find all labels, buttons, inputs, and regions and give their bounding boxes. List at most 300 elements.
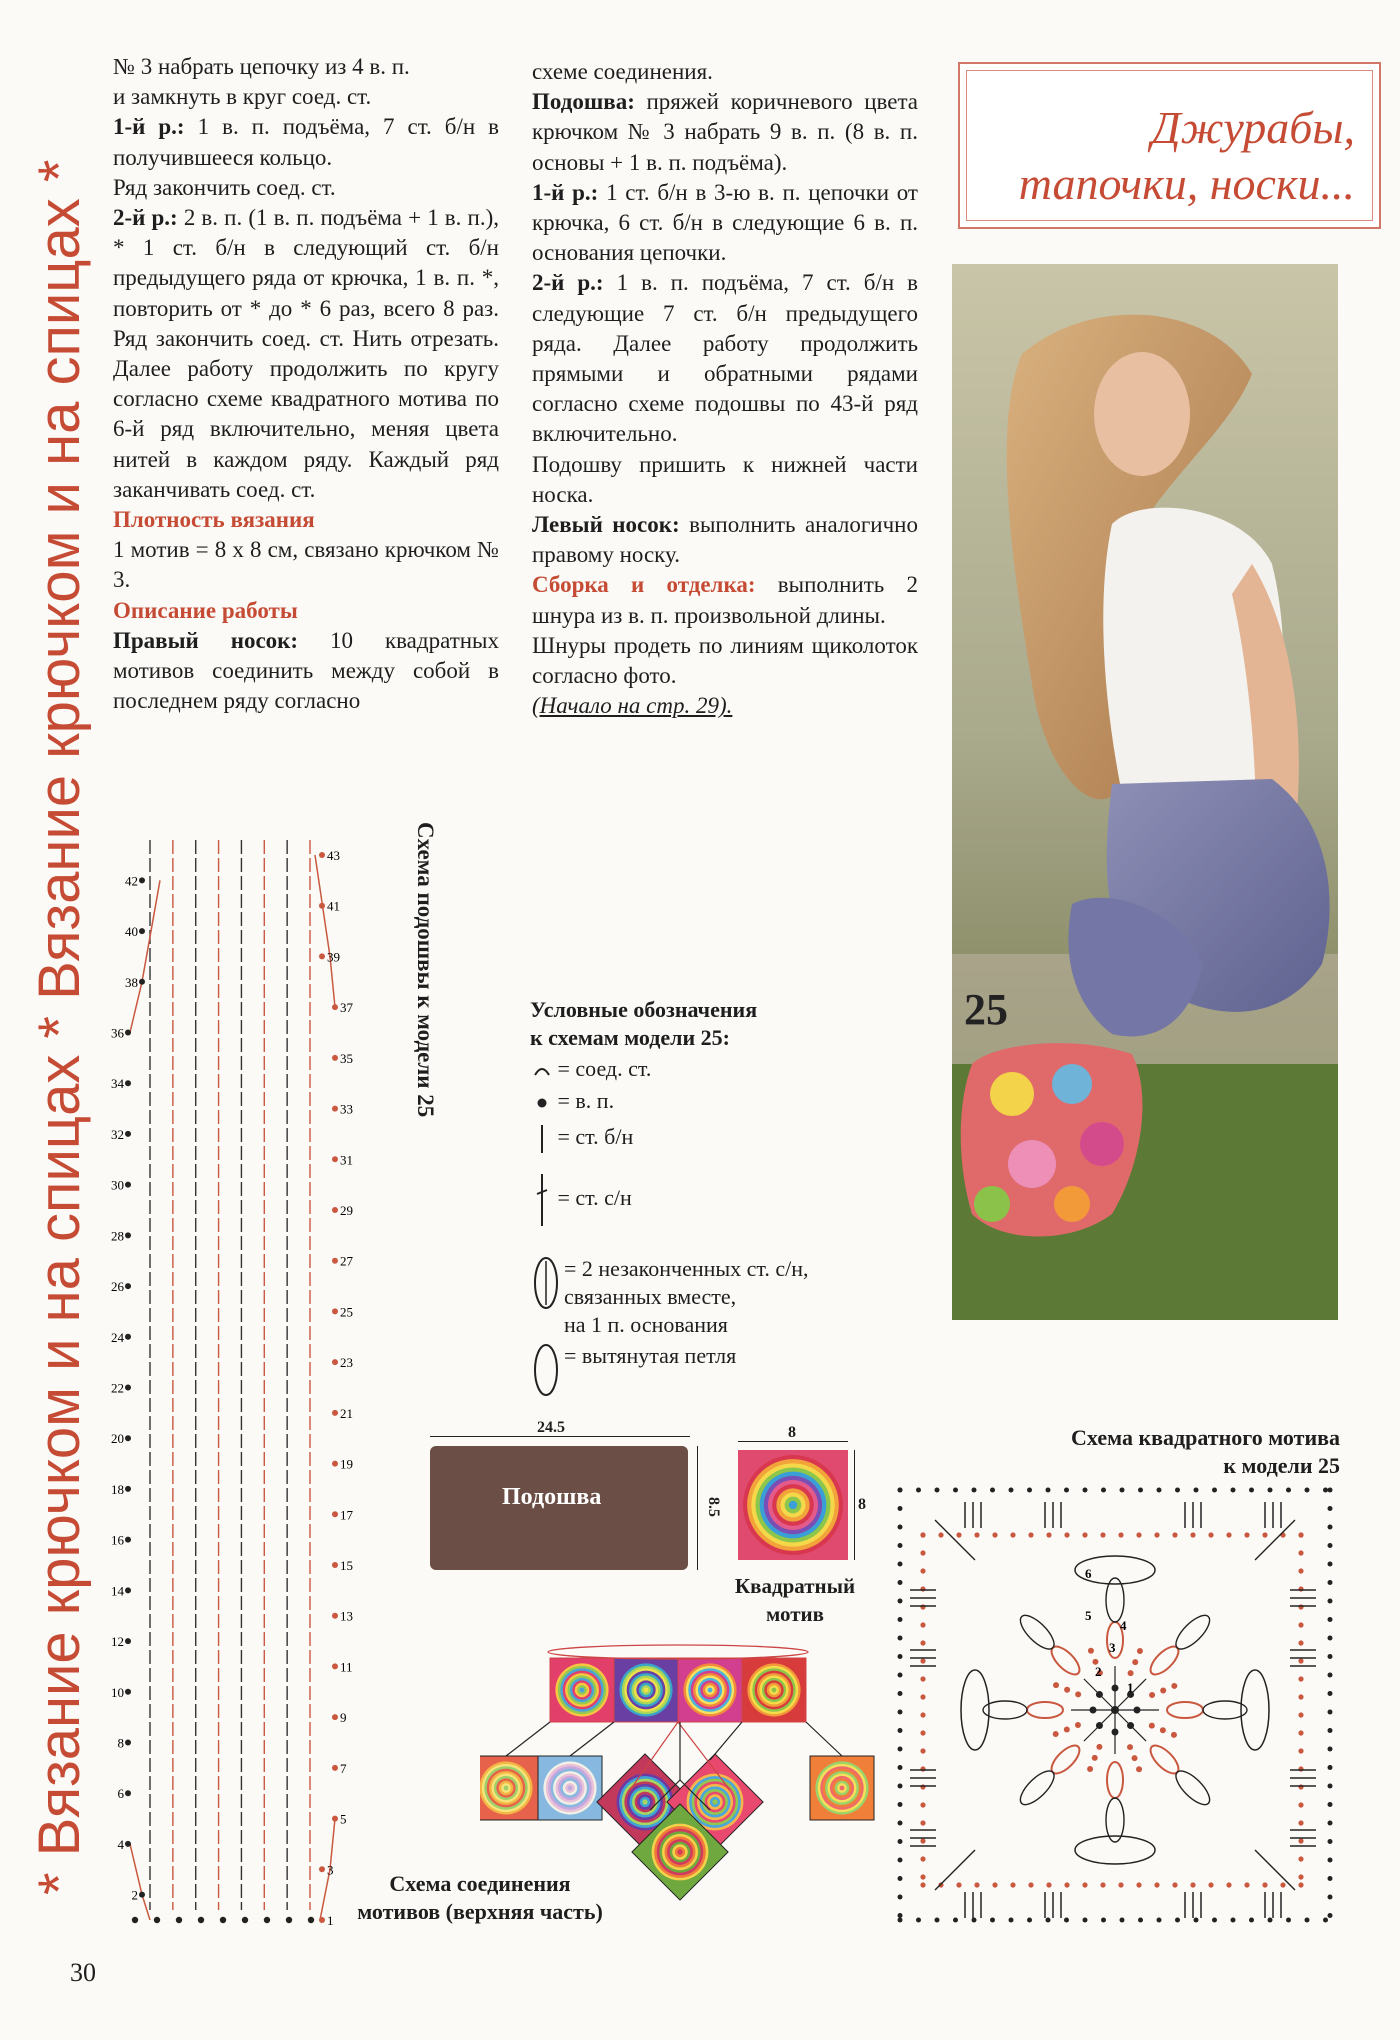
cords-text: Шнуры продеть по линиям щиколоток согласно фото. [532, 632, 918, 689]
outer-chain-dot [1328, 1525, 1333, 1530]
stitch-mark [935, 1520, 975, 1560]
chain-dot [1053, 1682, 1059, 1688]
legend-text: = вытянутая петля [564, 1343, 737, 1368]
chain-dot [1298, 1874, 1303, 1879]
chain-dot [992, 1532, 997, 1537]
chain-dot [1298, 1730, 1303, 1735]
chain-dot [1046, 1532, 1051, 1537]
row-number: 25 [340, 1304, 353, 1320]
chain-dot [920, 1730, 925, 1735]
row-dot [332, 1511, 338, 1517]
row-text: 1 в. п. подъёма, 7 ст. б/н в следующие 7 ст. б/н предыдущего ряда. Далее работу продолжить прямыми и обратными рядами согласно схеме подошвы по 43-й ряд включительно. [532, 270, 918, 447]
outer-chain-dot [898, 1654, 903, 1659]
outer-chain-dot [1305, 1918, 1310, 1923]
outer-chain-dot [898, 1918, 903, 1923]
row-dot [125, 1790, 131, 1796]
outer-chain-dot [1328, 1654, 1333, 1659]
chain-dot [1208, 1882, 1213, 1887]
left-sock-text: выполнить аналогично правому носку. [532, 512, 918, 568]
row-number: 19 [340, 1456, 353, 1472]
chain-dot [1118, 1882, 1123, 1887]
right-sock-label: Правый носок: [113, 627, 299, 653]
chain-dot [1298, 1640, 1303, 1645]
row-1-instruction [113, 112, 499, 172]
row-dot [332, 1714, 338, 1720]
outer-chain-dot [1268, 1488, 1273, 1493]
legend-text-block [564, 1255, 809, 1339]
row-dot [125, 1182, 131, 1188]
chain-dot [176, 1917, 182, 1923]
row-dot [332, 1359, 338, 1365]
cluster-oval [1171, 1610, 1215, 1654]
legend-text: на 1 п. основания [564, 1312, 728, 1337]
outer-chain-dot [972, 1488, 977, 1493]
chain-dot [1298, 1856, 1303, 1861]
chain-dot [1064, 1532, 1069, 1537]
outer-chain-dot [898, 1784, 903, 1789]
sole-instruction [532, 87, 918, 178]
legend-text: = в. п. [557, 1088, 615, 1113]
row-1-instruction [532, 178, 918, 269]
chain-dot [1075, 1691, 1081, 1697]
row-number: 7 [340, 1760, 347, 1776]
row-number: 34 [111, 1076, 124, 1092]
chain-dot [1136, 1532, 1141, 1537]
outer-chain-dot [1120, 1488, 1125, 1493]
outer-chain-dot [898, 1636, 903, 1641]
outer-chain-dot [1212, 1918, 1217, 1923]
chain-dot [1154, 1882, 1159, 1887]
assembly-instruction [532, 570, 918, 630]
outer-chain-dot [898, 1562, 903, 1567]
outer-chain-dot [898, 1543, 903, 1548]
outer-chain-dot [1328, 1710, 1333, 1715]
stitch-mark [935, 1850, 975, 1890]
swatch-ring [789, 1501, 797, 1509]
chain-dot [1298, 1676, 1303, 1681]
single-crochet-icon [532, 1123, 552, 1155]
chain-dot [920, 1658, 925, 1663]
chain-dot [920, 1802, 925, 1807]
outer-chain-dot [990, 1918, 995, 1923]
chain-dot [1064, 1882, 1069, 1887]
sole-chart [100, 815, 430, 1935]
chain-dot [920, 1784, 925, 1789]
row-number: 40 [125, 924, 138, 940]
chain-dot [1298, 1532, 1303, 1537]
row-dot [125, 1131, 131, 1137]
row-dot [125, 1334, 131, 1340]
chain-dot [1298, 1694, 1303, 1699]
chain-dot [1082, 1532, 1087, 1537]
row-number: 26 [111, 1279, 124, 1295]
row-dot [332, 1106, 338, 1112]
chain-dot [1064, 1687, 1070, 1693]
outer-chain-dot [1328, 1599, 1333, 1604]
square-motif-label [712, 1572, 878, 1628]
chain-dot [1298, 1748, 1303, 1753]
chain-dot [920, 1820, 925, 1825]
chain-dot [1298, 1568, 1303, 1573]
row-dot [125, 1385, 131, 1391]
row-number: 41 [327, 898, 340, 914]
chain-dot [132, 1917, 138, 1923]
row-text: 1 ст. б/н в 3-ю в. п. цепочки от крючка, 6 ст. б/н в следующие 6 в. п. основания цепочки. [532, 179, 918, 266]
sole-height-line [697, 1446, 698, 1570]
chain-dot [1092, 1755, 1098, 1761]
outer-chain-dot [1328, 1913, 1333, 1918]
outer-chain-dot [1138, 1488, 1143, 1493]
row-number: 28 [111, 1228, 124, 1244]
row-number: 8 [117, 1735, 124, 1751]
row-dot [139, 928, 145, 934]
legend-item [532, 1123, 633, 1155]
row-label: 2-й р.: [113, 205, 178, 231]
outer-chain-dot [1328, 1876, 1333, 1881]
outer-chain-dot [953, 1918, 958, 1923]
outer-chain-dot [953, 1488, 958, 1493]
chain-dot [1087, 1766, 1093, 1772]
row-dot [332, 1663, 338, 1669]
row-number: 3 [327, 1862, 334, 1878]
sew-text: Подошву пришить к нижней части носка. [532, 451, 918, 507]
outer-chain-dot [935, 1488, 940, 1493]
row-number: 5 [340, 1811, 347, 1827]
stitch-mark [1115, 1710, 1146, 1741]
chain-dot [920, 1604, 925, 1609]
row-number: 4 [1120, 1618, 1127, 1633]
row-dot [332, 1004, 338, 1010]
chain-dot [956, 1532, 961, 1537]
outer-chain-dot [1305, 1488, 1310, 1493]
row-number: 6 [1085, 1566, 1092, 1581]
outer-chain-dot [1009, 1918, 1014, 1923]
chain-dot [920, 1748, 925, 1753]
row-number: 18 [111, 1481, 124, 1497]
chain-dot [264, 1917, 270, 1923]
legend-title [530, 996, 757, 1052]
joining-motif-ring [772, 1688, 777, 1693]
side-title: * Вязание крючком и на спицах * Вязание крючком и на спицах * [27, 159, 92, 1895]
chain-dot [154, 1917, 160, 1923]
chain-dot [1190, 1882, 1195, 1887]
chain-dot [1280, 1882, 1285, 1887]
row-dot [139, 877, 145, 883]
category-title [1019, 100, 1355, 212]
legend-text: = 2 незаконченных ст. с/н, [564, 1256, 809, 1281]
chain-dot [1298, 1712, 1303, 1717]
row-dot [139, 979, 145, 985]
outer-chain-dot [1231, 1488, 1236, 1493]
row-number: 6 [117, 1786, 124, 1802]
chain-dot [1298, 1882, 1303, 1887]
category-box [958, 62, 1381, 229]
cluster-oval [1015, 1610, 1059, 1654]
chain-dot [1136, 1766, 1142, 1772]
row-dot [332, 1461, 338, 1467]
chain-dot [1171, 1683, 1177, 1689]
row-dot [125, 1080, 131, 1086]
chain-dot [1172, 1532, 1177, 1537]
chain-dot [920, 1586, 925, 1591]
joining-motif-ring [580, 1688, 585, 1693]
row-dot [319, 903, 325, 909]
legend-item [532, 1055, 651, 1083]
row-number: 17 [340, 1507, 353, 1523]
square-motif-swatch [738, 1450, 848, 1560]
motif-swatch-rings [738, 1450, 848, 1560]
elongated-loop [1241, 1670, 1269, 1750]
cluster-oval [1167, 1702, 1203, 1718]
chain-dot [1171, 1732, 1177, 1738]
outer-chain-dot [898, 1728, 903, 1733]
chain-dot [1172, 1882, 1177, 1887]
row-dot [125, 1537, 131, 1543]
square-motif-chart [895, 1480, 1335, 1930]
outer-chain-dot [898, 1839, 903, 1844]
chain-dot [1128, 1670, 1134, 1676]
description-heading: Описание работы [113, 597, 298, 623]
outer-chain-dot [1328, 1506, 1333, 1511]
stitch-mark [1084, 1679, 1115, 1710]
chain-dot [1298, 1604, 1303, 1609]
row-number: 11 [340, 1659, 353, 1675]
row-dot [125, 1232, 131, 1238]
row-dot [319, 1866, 325, 1872]
row-label: 1-й р.: [532, 179, 599, 205]
outer-chain-dot [898, 1747, 903, 1752]
chain-dot [1298, 1820, 1303, 1825]
chain-dot [1298, 1658, 1303, 1663]
sole-block-label: Подошва [502, 1484, 602, 1510]
outer-chain-dot [898, 1673, 903, 1678]
chain-dot [1298, 1766, 1303, 1771]
chain-dot [1298, 1784, 1303, 1789]
row-number: 2 [131, 1887, 138, 1903]
chain-dot [1064, 1727, 1070, 1733]
chain-dot [198, 1917, 204, 1923]
chain-dot [1082, 1882, 1087, 1887]
chain-dot [220, 1917, 226, 1923]
chain-dot [920, 1838, 925, 1843]
legend-text: = ст. с/н [557, 1185, 632, 1211]
chain-dot [920, 1856, 925, 1861]
outer-chain-dot [1231, 1918, 1236, 1923]
row-number: 2 [1095, 1664, 1102, 1679]
outer-chain-dot [1328, 1617, 1333, 1622]
chain-dot [920, 1550, 925, 1555]
outer-chain-dot [1286, 1918, 1291, 1923]
outer-chain-dot [935, 1918, 940, 1923]
category-title-line: Джурабы, [1151, 102, 1355, 153]
outer-chain-dot [1328, 1821, 1333, 1826]
chain-dot [1160, 1687, 1166, 1693]
sole-label: Подошва: [532, 89, 635, 115]
row-dot [332, 1613, 338, 1619]
chain-dot [1127, 1744, 1133, 1750]
legend-item [532, 1087, 614, 1115]
outer-chain-dot [898, 1691, 903, 1696]
motif-height-dim: 8 [858, 1496, 866, 1513]
sole-outline [130, 1844, 150, 1920]
chain-dot [956, 1882, 961, 1887]
chain-dot [1132, 1755, 1138, 1761]
sole-outline [130, 880, 160, 1032]
row-dot [332, 1410, 338, 1416]
label-line: мотив [765, 1602, 824, 1626]
sole-height-dim: 8.5 [705, 1497, 722, 1517]
square-chart-title [1000, 1424, 1340, 1480]
sole-width-dim: 24.5 [537, 1419, 565, 1436]
outer-chain-dot [1328, 1895, 1333, 1900]
row-dot [125, 1283, 131, 1289]
elongated-loop [1075, 1836, 1155, 1864]
legend-item [532, 1172, 632, 1228]
photo-illustration [952, 264, 1338, 1320]
model-number: 25 [964, 985, 1008, 1034]
row-2-instruction [532, 268, 918, 449]
legend-title-line: Условные обозначения [530, 997, 758, 1022]
outer-chain-dot [1027, 1488, 1032, 1493]
row-number: 3 [1109, 1640, 1116, 1655]
model-photo [952, 264, 1338, 1320]
row-dot [125, 1841, 131, 1847]
outer-chain-dot [1328, 1802, 1333, 1807]
row-number: 23 [340, 1355, 353, 1371]
chain-dot [1046, 1882, 1051, 1887]
row-number: 31 [340, 1152, 353, 1168]
row-label: 2-й р.: [532, 270, 604, 296]
row-dot [319, 953, 325, 959]
row-dot [125, 1030, 131, 1036]
row-dot [125, 1435, 131, 1441]
outer-chain-dot [1138, 1918, 1143, 1923]
row-number: 4 [117, 1836, 124, 1852]
cluster-oval [1027, 1702, 1063, 1718]
stitch-mark [1255, 1520, 1295, 1560]
outer-chain-dot [898, 1858, 903, 1863]
motif-width-line [738, 1441, 848, 1442]
outer-chain-dot [1009, 1488, 1014, 1493]
cluster-oval [1015, 1766, 1059, 1810]
sole-block [430, 1446, 688, 1570]
text-line: Ряд закончить соед. ст. [113, 174, 336, 200]
row-number: 1 [1127, 1680, 1134, 1695]
chain-dot [1075, 1722, 1081, 1728]
chain-dot [1028, 1532, 1033, 1537]
row-number: 36 [111, 1025, 124, 1041]
row-dot [125, 1486, 131, 1492]
outer-chain-dot [1083, 1918, 1088, 1923]
joining-motif-ring [568, 1786, 573, 1791]
row-number: 32 [111, 1126, 124, 1142]
chain-dot [308, 1917, 314, 1923]
outer-chain-dot [990, 1488, 995, 1493]
row-number: 39 [327, 949, 340, 965]
outer-chain-dot [898, 1580, 903, 1585]
chain-dot [1298, 1550, 1303, 1555]
row-dot [332, 1207, 338, 1213]
legend-item [532, 1342, 736, 1398]
label-line: мотивов (верхняя часть) [357, 1899, 603, 1924]
row-number: 24 [111, 1329, 124, 1345]
chain-dot [974, 1882, 979, 1887]
outer-chain-dot [898, 1599, 903, 1604]
chain-dot [920, 1882, 925, 1887]
row-dot [125, 1638, 131, 1644]
sole-width-line [430, 1436, 690, 1437]
chain-dot [920, 1766, 925, 1771]
outer-chain-dot [898, 1506, 903, 1511]
outer-chain-dot [1328, 1691, 1333, 1696]
row-dot [332, 1258, 338, 1264]
row-number: 14 [111, 1583, 124, 1599]
row-number: 22 [111, 1380, 124, 1396]
stitch-mark [1084, 1710, 1115, 1741]
row-number: 10 [111, 1684, 124, 1700]
row-number: 12 [111, 1634, 124, 1650]
label-line: Квадратный [734, 1574, 856, 1598]
row-text: 2 в. п. (1 в. п. подъёма + 1 в. п.), * 1 ст. б/н в следующий ст. б/н предыдущего ряда от крючка, 1 в. п. *, повторить от * до * 6 раз, всего 8 раз. Ряд закончить соед. ст. Нить отрезать. Далее работу продолжить по кругу согласно схеме квадратного мотива по 6-й ряд включительно, меняя цвета нитей в каждом ряду. Каждый ряд заканчивать соед. ст. [113, 205, 499, 502]
chain-dot [938, 1532, 943, 1537]
chain-dot [1136, 1882, 1141, 1887]
row-dot [332, 1055, 338, 1061]
left-sock-instruction [532, 510, 918, 570]
chain-dot [1028, 1882, 1033, 1887]
category-title-line: тапочки, носки... [1018, 158, 1355, 209]
outer-chain-dot [898, 1488, 903, 1493]
sole-chart-title: Схема подошвы к модели 25 [413, 822, 438, 1118]
outer-chain-dot [898, 1821, 903, 1826]
row-number: 13 [340, 1608, 353, 1624]
row-number: 15 [340, 1558, 353, 1573]
chain-dot [920, 1676, 925, 1681]
chain-dot [1298, 1838, 1303, 1843]
chain-dot [1137, 1648, 1143, 1654]
chain-dot [1132, 1659, 1138, 1665]
right-sock-text: 10 квадратных мотивов соединить между собой в последнем ряду согласно [113, 627, 500, 714]
row-dot [332, 1308, 338, 1314]
row-number: 38 [125, 974, 138, 990]
sole-text: пряжей коричневого цвета крючком № 3 набрать 9 в. п. (8 в. п. основы + 1 в. п. подъёма). [532, 89, 918, 175]
row-dot [125, 1689, 131, 1695]
row-number: 42 [125, 873, 138, 889]
chain-dot [1088, 1648, 1094, 1654]
density-heading: Плотность вязания [113, 507, 315, 533]
outer-chain-dot [1328, 1673, 1333, 1678]
square-motif-chart-diagram [895, 1480, 1335, 1930]
chain-dot [1226, 1532, 1231, 1537]
row-dot [125, 1587, 131, 1593]
outer-chain-dot [1328, 1839, 1333, 1844]
chain-dot [920, 1694, 925, 1699]
joining-scheme-label [330, 1870, 630, 1926]
legend-text: = соед. ст. [557, 1056, 652, 1081]
chain-dot [992, 1882, 997, 1887]
legend-text: = ст. б/н [557, 1124, 634, 1150]
chain-dot [1190, 1532, 1195, 1537]
assembly-text: выполнить 2 шнура из в. п. произвольной длины. [532, 572, 918, 628]
outer-chain-dot [1328, 1747, 1333, 1752]
chain-dot [1154, 1532, 1159, 1537]
chain-dot [1149, 1723, 1155, 1729]
outer-chain-dot [898, 1895, 903, 1900]
row-dot [332, 1816, 338, 1822]
outer-chain-dot [898, 1876, 903, 1881]
outer-chain-dot [898, 1913, 903, 1918]
chain-dot [1053, 1731, 1059, 1737]
page-number: 30 [70, 1958, 96, 1987]
